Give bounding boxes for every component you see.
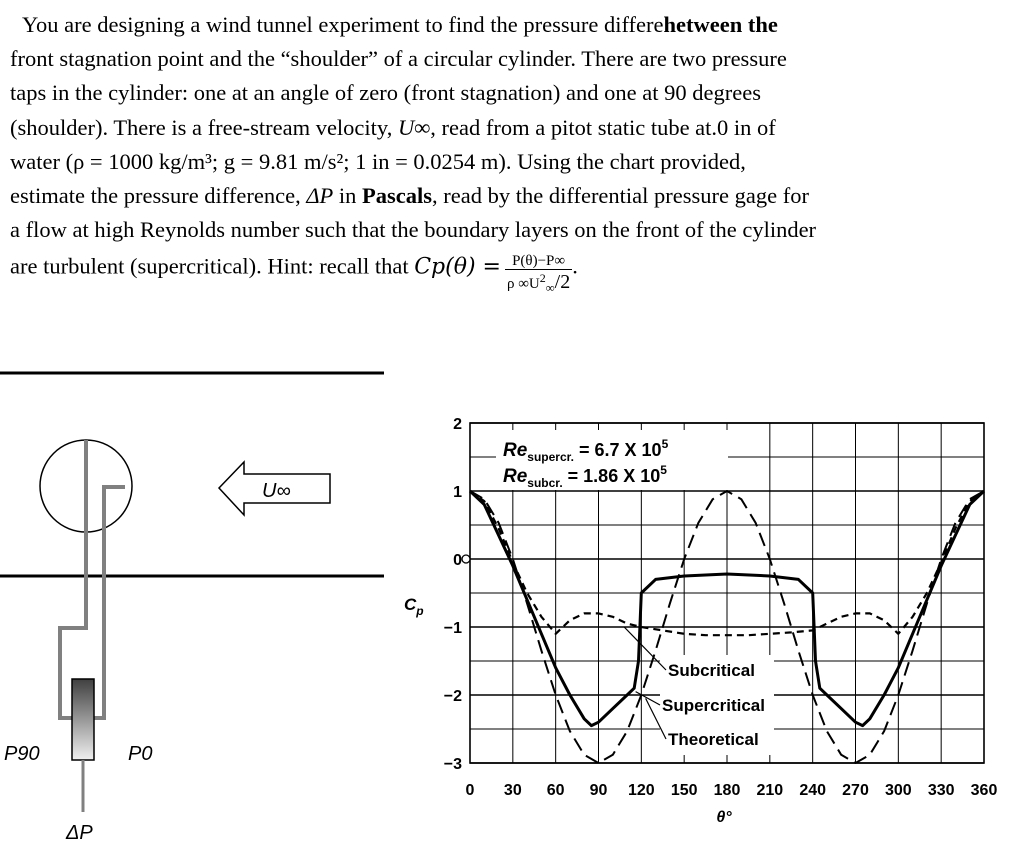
- x-tick-label: 30: [503, 782, 522, 799]
- legend-label-theoretical: Theoretical: [668, 730, 759, 749]
- fraction-numerator: P(θ)−P∞: [505, 253, 572, 270]
- problem-line-8: [10, 247, 1010, 296]
- x-tick-label: 150: [670, 782, 698, 799]
- problem-text: are turbulent (supercritical). Hint: recall that: [10, 254, 415, 280]
- x-tick-label: 180: [713, 782, 741, 799]
- problem-line-5: water (ρ = 1000 kg/m³; g = 9.81 m/s²; 1 in = 0.0254 m). Using the chart provided,: [10, 148, 746, 174]
- problem-text: in: [333, 183, 363, 209]
- x-tick-label: 0: [465, 782, 475, 799]
- denominator-half: /2: [554, 271, 571, 294]
- y-axis-label: [404, 595, 424, 618]
- velocity-label: U∞: [262, 480, 291, 502]
- y-tick-label: 2: [453, 416, 462, 433]
- problem-text: , read by the differential pressure gage for: [432, 183, 809, 209]
- legend-label-supercritical: Supercritical: [662, 696, 765, 715]
- x-tick-label: 360: [970, 782, 998, 799]
- reynolds-symbol: Re: [503, 466, 528, 487]
- problem-statement: [10, 8, 1010, 296]
- problem-line-1: [10, 8, 1010, 42]
- denominator-exponent: 2: [539, 271, 546, 286]
- x-tick-label: 120: [627, 782, 655, 799]
- p0-tube: [94, 487, 125, 718]
- delta-p-symbol: ΔP: [306, 183, 334, 209]
- x-tick-label: 240: [799, 782, 827, 799]
- x-tick-label: 330: [927, 782, 955, 799]
- x-axis-label: θ°: [716, 809, 732, 826]
- problem-text: , read from a pitot static tube a: [430, 114, 706, 140]
- chart-labels: [404, 416, 997, 826]
- cp-distribution-chart: [385, 405, 1000, 835]
- pressure-gage: [72, 679, 94, 760]
- problem-text: .: [572, 254, 578, 280]
- origin-marker: [462, 555, 470, 563]
- wind-tunnel-apparatus: [0, 365, 385, 857]
- x-tick-label: 60: [546, 782, 565, 799]
- x-tick-label: 90: [589, 782, 608, 799]
- x-tick-label: 270: [842, 782, 869, 799]
- problem-text: You are designing a wind tunnel experiment to find the pressure differe: [22, 12, 664, 37]
- x-tick-label: 300: [884, 782, 912, 799]
- p90-tube: [60, 440, 86, 718]
- y-tick-label: 1: [453, 484, 462, 501]
- y-axis-label-sub: p: [416, 604, 424, 618]
- velocity-symbol: U∞: [397, 114, 431, 140]
- problem-text: (shoulder). There is a free-stream velocity,: [10, 114, 398, 140]
- cp-equation-lhs: Cp(θ) =: [414, 255, 501, 281]
- reynolds-exponent: 5: [661, 437, 669, 451]
- problem-line-6: [10, 179, 1010, 213]
- problem-line-4: [10, 111, 1010, 145]
- y-tick-label: −3: [443, 756, 462, 773]
- problem-line-2: front stagnation point and the “shoulder” of a circular cylinder. There are two pressure: [10, 46, 787, 72]
- denominator-subscript: ∞: [545, 281, 555, 296]
- reynolds-symbol: Re: [503, 440, 528, 461]
- legend-label-subcritical: Subcritical: [668, 661, 755, 680]
- reynolds-value: = 6.7 X 10: [574, 440, 662, 460]
- problem-text-overlap: t.0 in of: [705, 114, 776, 140]
- x-tick-label: 210: [756, 782, 784, 799]
- problem-text-overlap: hetween the: [663, 12, 778, 37]
- y-axis-label-main: C: [404, 595, 417, 614]
- legend-leader-line: [624, 627, 666, 670]
- p90-label-text: P90: [4, 743, 40, 765]
- problem-line-3: taps in the cylinder: one at an angle of zero (front stagnation) and one at 90 degrees: [10, 80, 761, 106]
- fraction-denominator: [505, 270, 572, 296]
- problem-text: estimate the pressure difference,: [10, 183, 307, 209]
- denominator-text: ρ ∞U: [506, 276, 540, 293]
- p90-label: [4, 743, 40, 765]
- reynolds-value: = 1.86 X 10: [562, 466, 661, 486]
- pascals-emphasis: Pascals: [362, 183, 433, 209]
- y-tick-label: −1: [443, 620, 462, 637]
- cp-fraction: [505, 253, 572, 296]
- reynolds-subscript: supercr.: [527, 450, 574, 464]
- p0-label: P0: [128, 743, 153, 765]
- problem-line-7: a flow at high Reynolds number such that the boundary layers on the front of the cylinder: [10, 217, 817, 243]
- y-tick-label: 0: [453, 552, 462, 569]
- reynolds-exponent: 5: [660, 463, 667, 477]
- delta-p-label: ΔP: [66, 822, 93, 844]
- y-tick-label: −2: [443, 688, 462, 705]
- reynolds-subscript: subcr.: [527, 476, 563, 490]
